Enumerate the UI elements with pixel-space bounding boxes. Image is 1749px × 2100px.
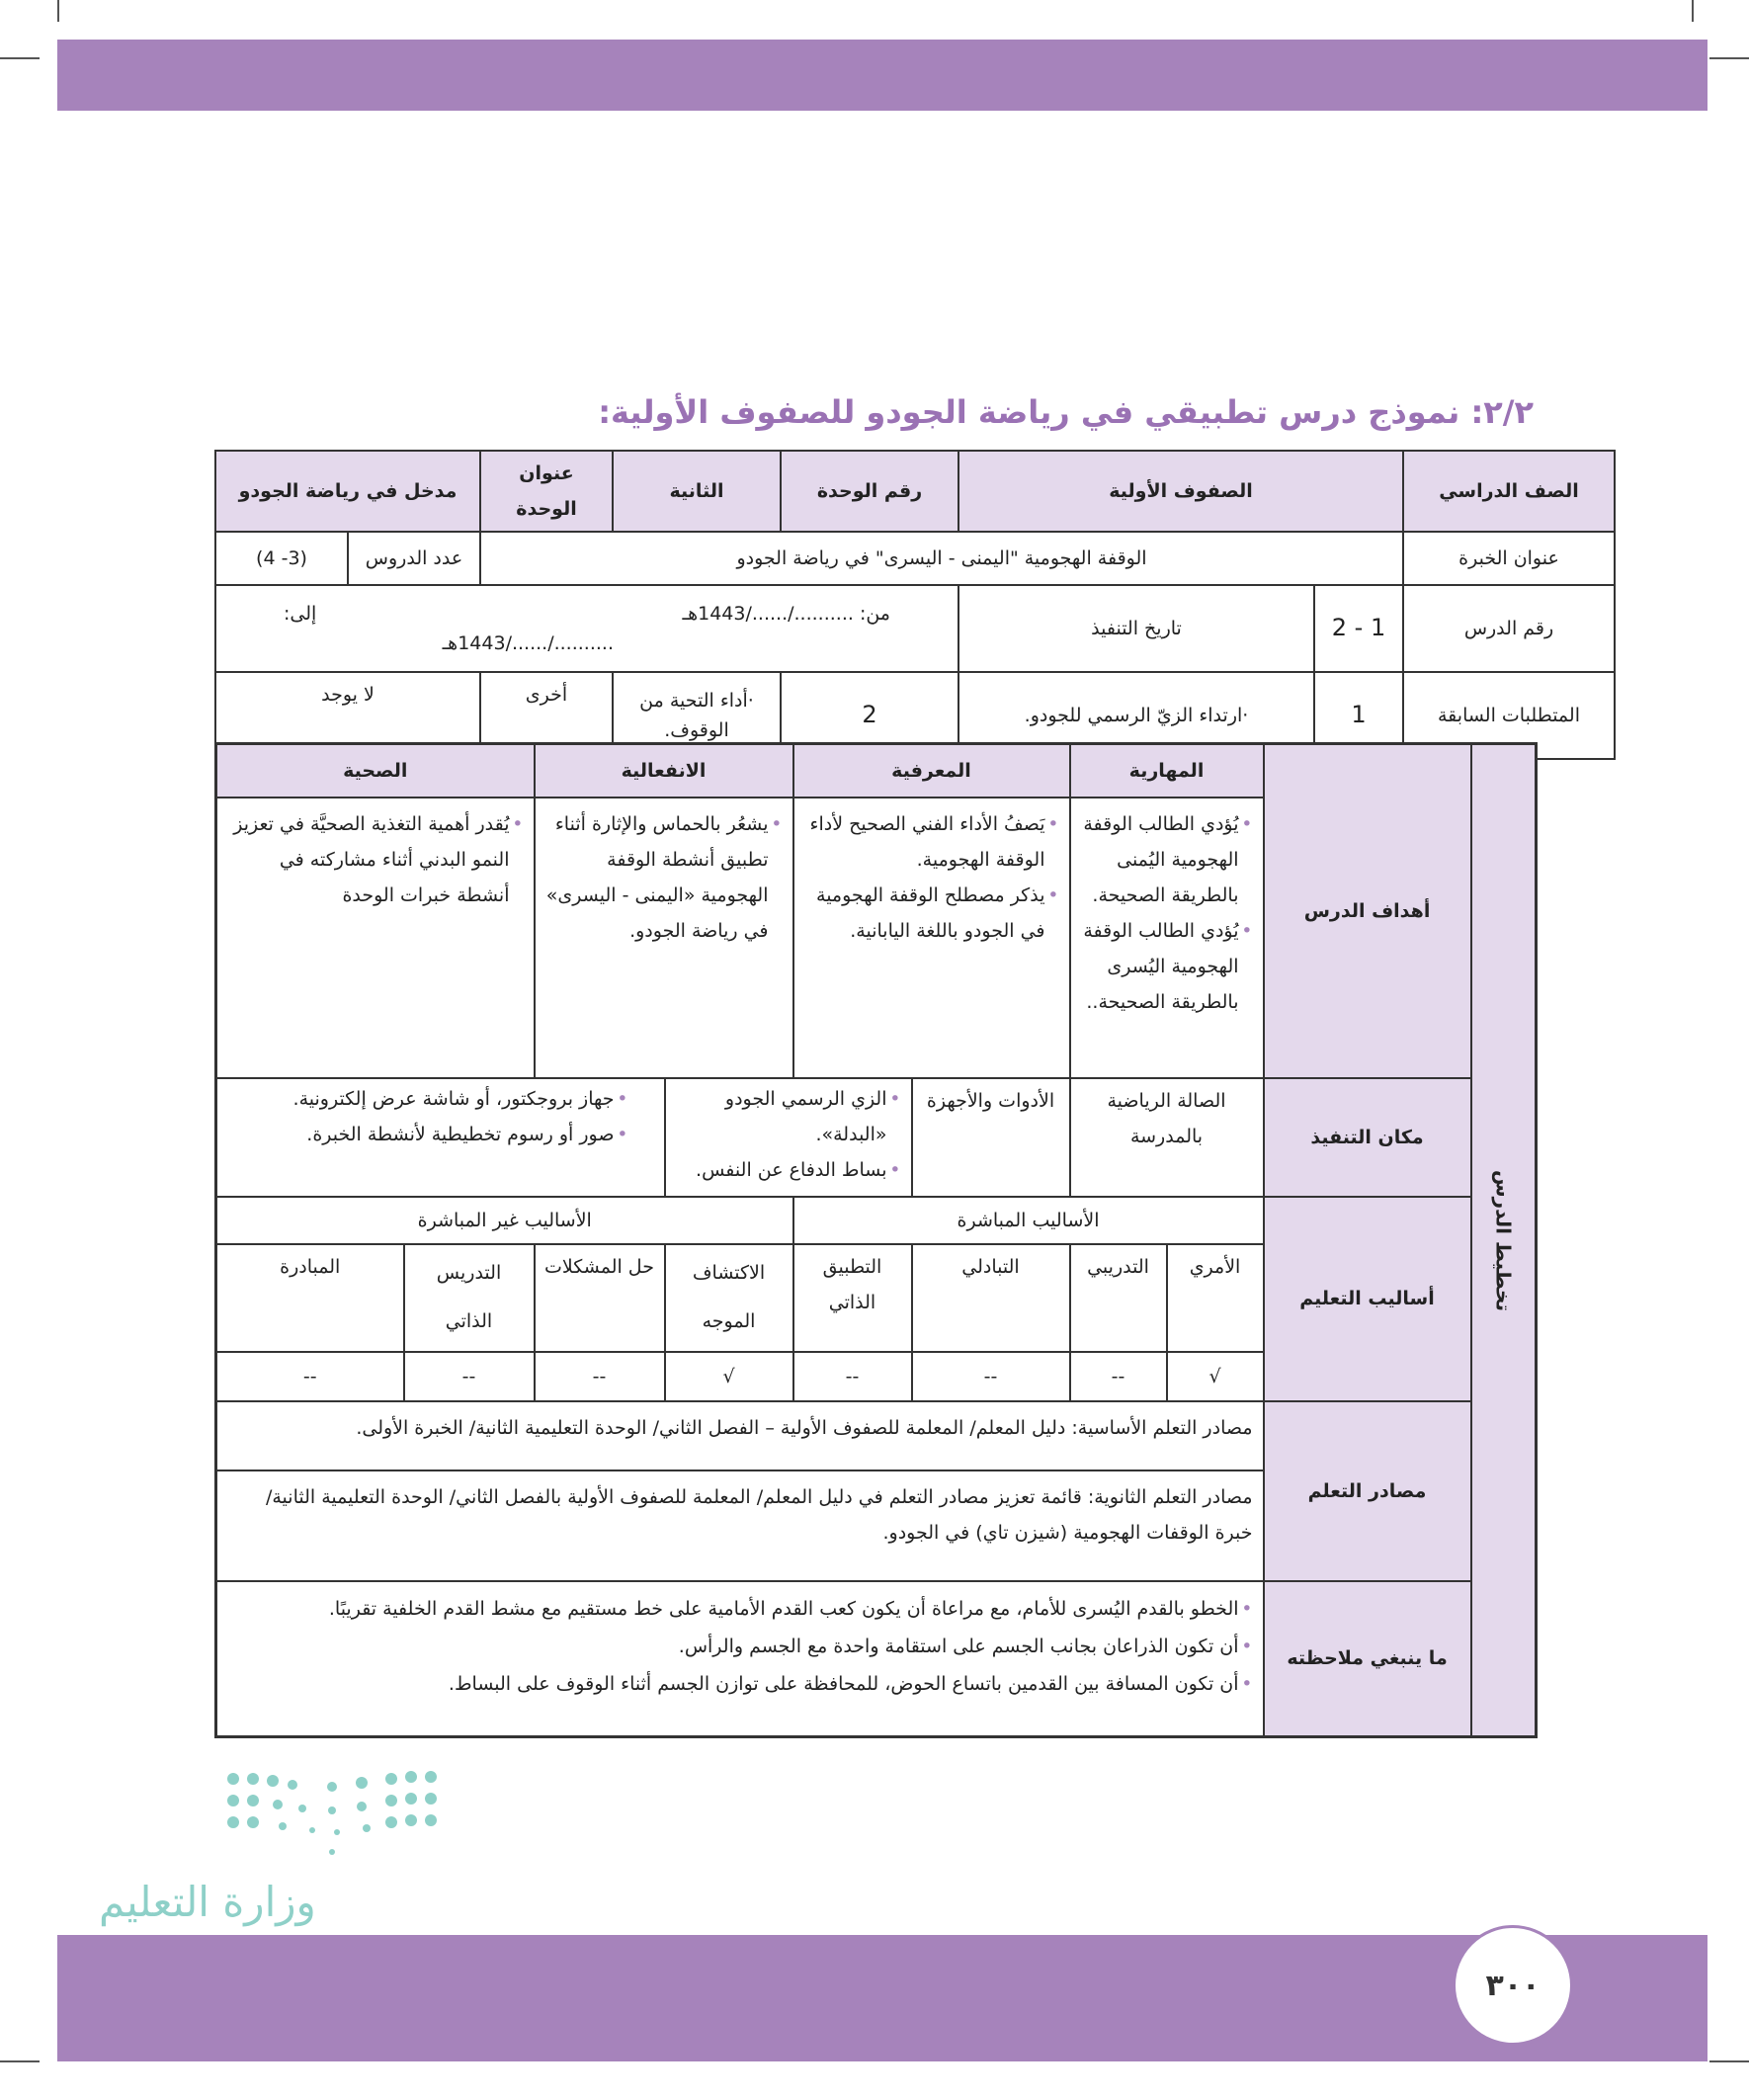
unit-title-label: عنوان الوحدة [480,451,613,532]
other-label: أخرى [480,672,613,759]
list-item: • أن تكون المسافة بين القدمين باتساع الحوض، للمحافظة على توازن الجسم أثناء الوقوف على البساط. [227,1665,1239,1703]
list-item: • يذكر مصطلح الوقفة الهجومية في الجودو باللغة اليابانية. [804,878,1045,949]
style-header: حل المشكلات [535,1244,665,1352]
style-mark: √ [1167,1352,1264,1401]
lesson-header-table [214,450,1616,760]
lesson-number-label: رقم الدرس [1403,585,1615,672]
list-item: • جهاز بروجكتور، أو شاشة عرض إلكترونية. [227,1081,615,1117]
experience-value: الوقفة الهجومية "اليمنى - اليسرى" في رياضة الجودو [480,532,1403,585]
objectives-header-affective: الانفعالية [535,744,793,798]
tools-list-b [216,1078,665,1197]
crop-mark [1709,2060,1749,2062]
indirect-methods-label: الأساليب غير المباشرة [216,1197,793,1244]
date-to-label: إلى: [284,602,317,625]
prereq2-number: 2 [781,672,958,759]
date-from: من: ........../....../1443هـ [682,602,890,625]
style-mark: -- [404,1352,535,1401]
direct-methods-label: الأساليب المباشرة [793,1197,1264,1244]
grade-label: الصف الدراسي [1403,451,1615,532]
unit-number-value: الثانية [613,451,781,532]
objectives-header-skill: المهارية [1070,744,1264,798]
crop-mark [0,57,40,59]
venue-place: الصالة الرياضية بالمدرسة [1070,1078,1264,1197]
objectives-cognitive [793,798,1070,1078]
objectives-label: أهداف الدرس [1264,744,1471,1078]
list-item: • صور أو رسوم تخطيطية لأنشطة الخبرة. [227,1117,615,1152]
crop-mark [1709,57,1749,59]
list-item: • الزي الرسمي الجودو «البدلة». [676,1081,887,1152]
style-mark: -- [912,1352,1070,1401]
style-header: التطبيق الذاتي [793,1244,912,1352]
objectives-affective [535,798,793,1078]
unit-number-label: رقم الوحدة [781,451,958,532]
page-number: ٣٠٠ [1453,1925,1573,2046]
style-header: الاكتشاف الموجه [665,1244,793,1352]
lessons-count-value: (3- 4) [215,532,348,585]
list-item: • الخطو بالقدم اليُسرى للأمام، مع مراعاة أن يكون كعب القدم الأمامية على خط مستقيم مع مشط القدم الخلفية تقريبًا. [227,1590,1239,1628]
style-header: التبادلي [912,1244,1070,1352]
style-header: الأمري [1167,1244,1264,1352]
style-mark: -- [1070,1352,1167,1401]
list-item: • يشعُر بالحماس والإثارة أثناء تطبيق أنشطة الوقفة الهجومية «اليمنى - اليسرى» في رياضة الجودو. [545,806,769,949]
top-band [57,40,1707,111]
date-cell [215,585,958,672]
unit-title-value: مدخل في رياضة الجودو [215,451,480,532]
tools-list-a [665,1078,912,1197]
list-item: • أن تكون الذراعان بجانب الجسم على استقامة واحدة مع الجسم والرأس. [227,1628,1239,1665]
style-mark: -- [216,1352,404,1401]
experience-label: عنوان الخبرة [1403,532,1615,585]
style-header: التدريس الذاتي [404,1244,535,1352]
crop-mark [1692,0,1694,22]
tools-label: الأدوات والأجهزة [912,1078,1070,1197]
list-item: • بساط الدفاع عن النفس. [676,1152,887,1188]
date-label: تاريخ التنفيذ [958,585,1314,672]
other-value: لا يوجد [215,672,480,759]
style-mark: -- [535,1352,665,1401]
date-to: ........../....../1443هـ [442,632,614,655]
prereq1-text: ·ارتداء الزيّ الرسمي للجودو. [958,672,1314,759]
sources-secondary: مصادر التعلم الثانوية: قائمة تعزيز مصادر التعلم في دليل المعلم/ المعلمة للصفوف الأولية بالفصل الثاني/ الوحدة التعليمية الثانية/ خبرة الوقفات الهجومية (شيزن تاي) في الجودو. [216,1470,1264,1581]
prereq1-number: 1 [1314,672,1403,759]
crop-mark [0,2060,40,2062]
prereq-label: المتطلبات السابقة [1403,672,1615,759]
style-header: المبادرة [216,1244,404,1352]
sources-primary: مصادر التعلم الأساسية: دليل المعلم/ المعلمة للصفوف الأولية – الفصل الثاني/ الوحدة التعليمية الثانية/ الخبرة الأولى. [216,1401,1264,1470]
objectives-header-cognitive: المعرفية [793,744,1070,798]
grade-value: الصفوف الأولية [958,451,1403,532]
objectives-skill [1070,798,1264,1078]
objectives-health [216,798,535,1078]
style-header: التدريبي [1070,1244,1167,1352]
style-mark: √ [665,1352,793,1401]
prereq2-text: ·أداء التحية من الوقوف. [613,672,781,759]
ministry-logo-text: وزارة التعليم [99,1878,316,1926]
list-item: • يُقدر أهمية التغذية الصحيَّة في تعزيز النمو البدني أثناء مشاركته في أنشطة خبرات الوحدة [227,806,510,913]
notes-list [216,1581,1264,1737]
list-item: • يُؤدي الطالب الوقفة الهجومية اليُسرى بالطريقة الصحيحة.. [1081,913,1239,1020]
lesson-number-value: 1 - 2 [1314,585,1403,672]
page-heading: ٢/٢: نموذج درس تطبيقي في رياضة الجودو للصفوف الأولية: [598,393,1534,431]
methods-label: أساليب التعليم [1264,1197,1471,1401]
lesson-plan-table [214,742,1538,1738]
list-item: • يُؤدي الطالب الوقفة الهجومية اليُمنى بالطريقة الصحيحة. [1081,806,1239,913]
plan-side-label: تخطيط الدرس [1471,744,1537,1737]
venue-label: مكان التنفيذ [1264,1078,1471,1197]
sources-label: مصادر التعلم [1264,1401,1471,1581]
objectives-header-health: الصحية [216,744,535,798]
lessons-count-label: عدد الدروس [348,532,480,585]
list-item: • يَصفُ الأداء الفني الصحيح لأداء الوقفة الهجومية. [804,806,1045,878]
crop-mark [57,0,59,22]
notes-label: ما ينبغي ملاحظته [1264,1581,1471,1737]
style-mark: -- [793,1352,912,1401]
